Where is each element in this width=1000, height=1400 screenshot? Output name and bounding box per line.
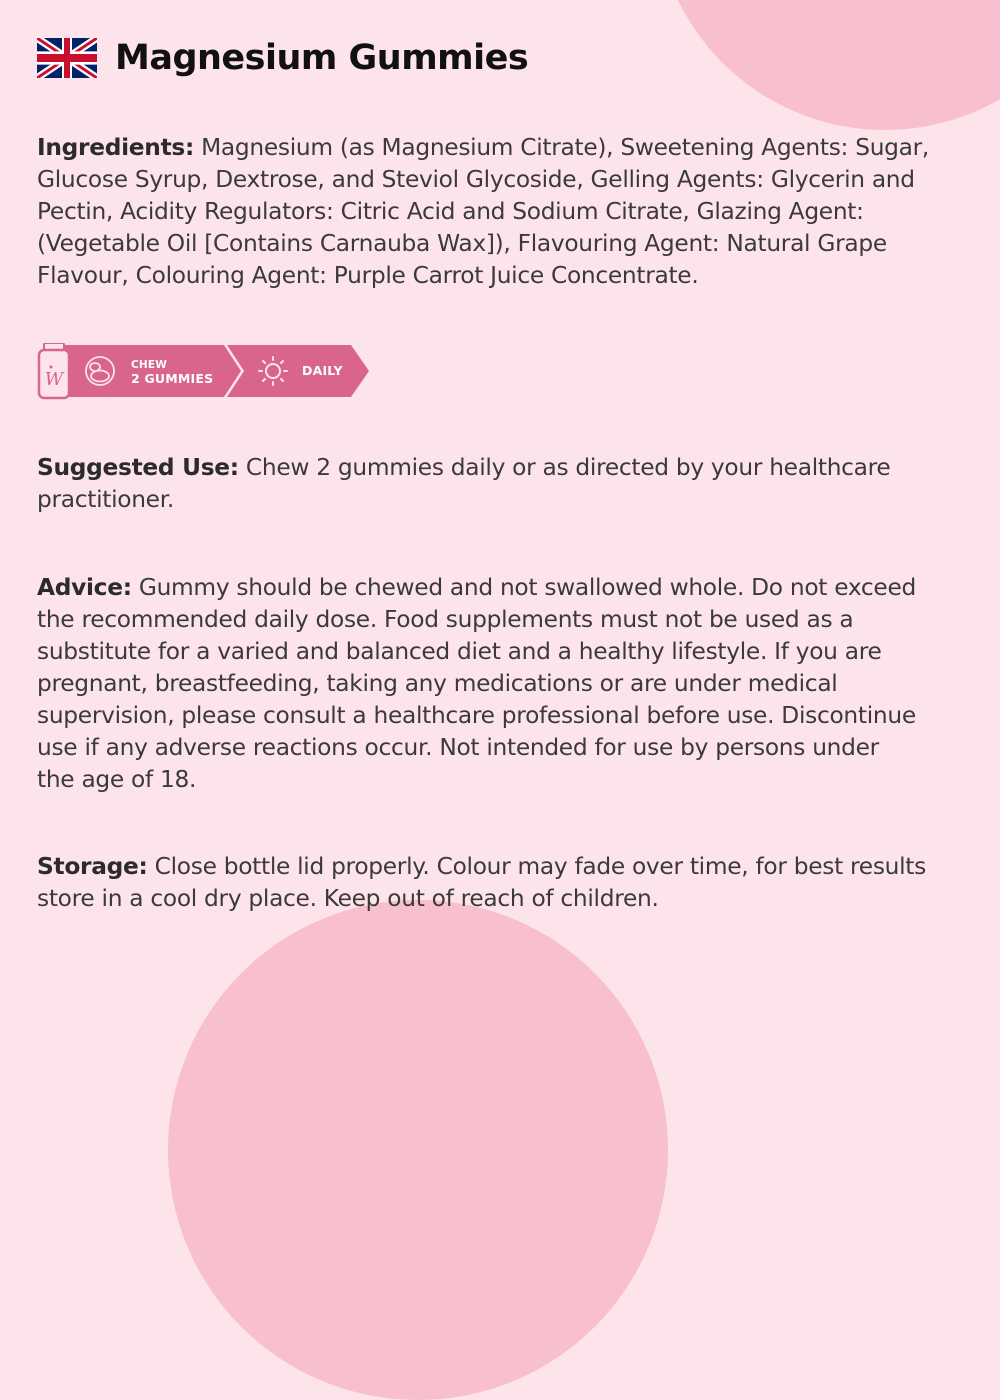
advice-label: Advice:	[37, 574, 132, 601]
chew-label: CHEW	[131, 359, 168, 371]
suggested-use-paragraph	[37, 452, 972, 516]
storage-paragraph	[37, 851, 972, 915]
advice-paragraph	[37, 572, 917, 796]
bottle-icon	[39, 343, 69, 398]
decorative-circle-bottom	[168, 900, 668, 1400]
header	[37, 38, 528, 78]
suggested-use-text: Chew 2 gummies daily or as directed by your healthcare practitioner.	[37, 454, 891, 513]
uk-flag-icon	[37, 38, 97, 78]
ingredients-text: Magnesium (as Magnesium Citrate), Sweetening Agents: Sugar, Glucose Syrup, Dextrose, and Steviol Glycoside, Gelling Agents: Glycerin and Pectin, Acidity Regulators: Citric Acid and Sodium Citrate, Glazing Agent: (Vegetable Oil [Contains Carnauba Wax]), Flavouring Agent: Natural Grape Flavour, Colouring Agent: Purple Carrot Juice Concentrate.	[37, 134, 930, 289]
daily-label: DAILY	[302, 363, 343, 378]
advice-text: Gummy should be chewed and not swallowed whole. Do not exceed the recommended daily dose. Food supplements must not be used as a substitute for a varied and balanced diet and a healthy lifestyle. If you are pregnant, breastfeeding, taking any medications or are under medical supervision, please consult a healthcare professional before use. Discontinue use if any adverse reactions occur. Not intended for use by persons under the age of 18.	[37, 574, 916, 793]
gummies-count-label: 2 GUMMIES	[131, 371, 214, 386]
ingredients-label: Ingredients:	[37, 134, 194, 161]
daily-chevron	[227, 345, 369, 397]
dosage-banner	[37, 343, 377, 401]
storage-label: Storage:	[37, 853, 148, 880]
decorative-circle-top	[655, 0, 1000, 130]
page-title: Magnesium Gummies	[115, 38, 529, 78]
suggested-use-label: Suggested Use:	[37, 454, 239, 481]
ingredients-paragraph	[37, 132, 972, 292]
svg-text:W: W	[44, 369, 64, 390]
storage-text: Close bottle lid properly. Colour may fade over time, for best results store in a cool dry place. Keep out of reach of children.	[37, 853, 926, 912]
